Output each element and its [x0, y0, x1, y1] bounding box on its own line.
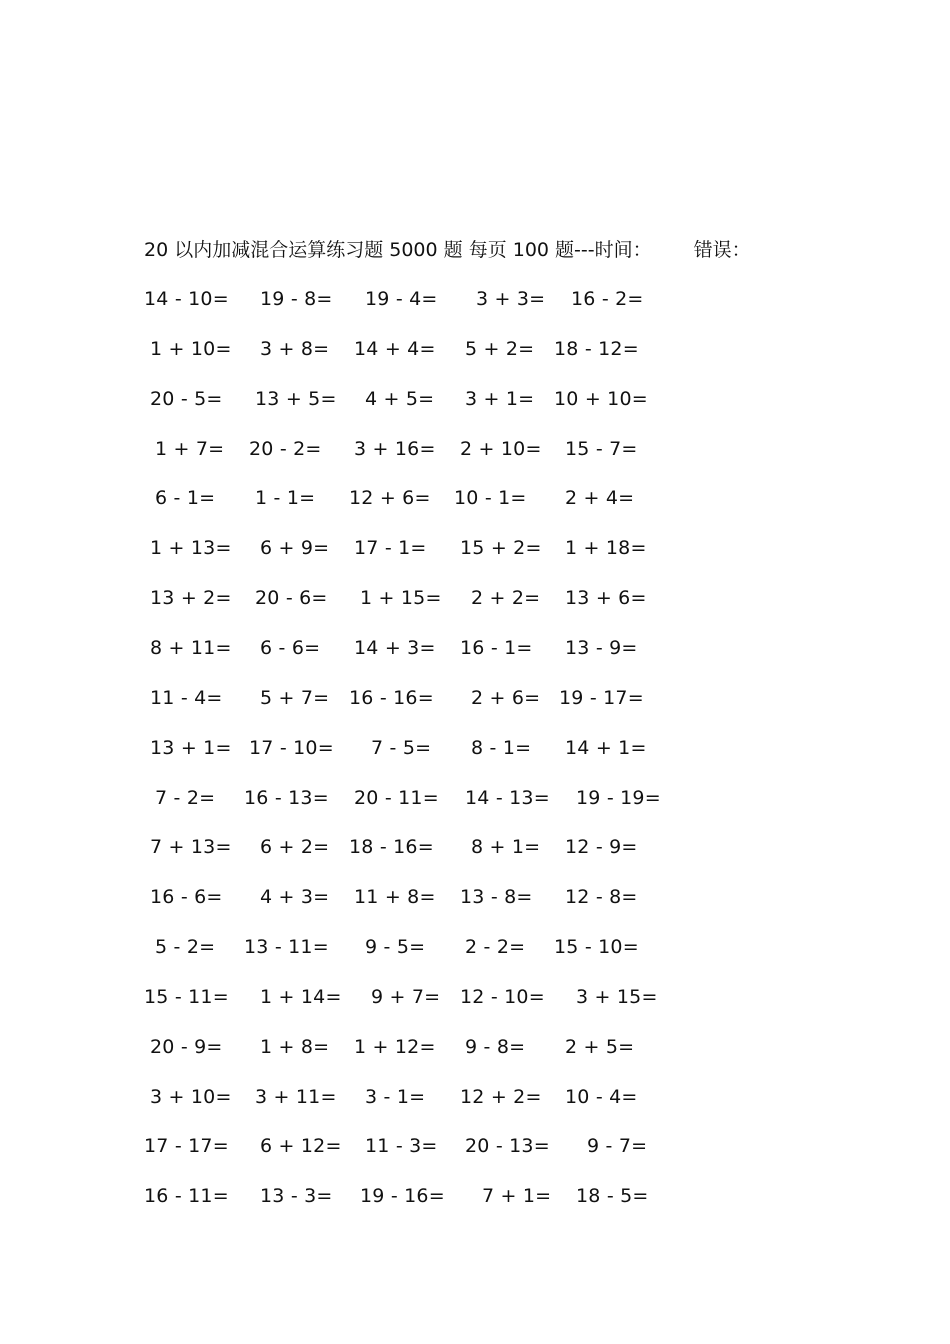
problem-r18-c4: 20 - 13= [465, 1135, 550, 1157]
problem-r14-c5: 15 - 10= [554, 936, 639, 958]
problem-r13-c3: 11 + 8= [354, 886, 436, 908]
problem-r15-c5: 3 + 15= [576, 986, 658, 1008]
problem-r9-c1: 11 - 4= [150, 687, 223, 709]
errors-label: 错误： [693, 239, 751, 261]
problem-r2-c4: 5 + 2= [465, 338, 535, 360]
problem-r17-c5: 10 - 4= [565, 1086, 638, 1108]
problem-r9-c2: 5 + 7= [260, 687, 330, 709]
problem-r11-c4: 14 - 13= [465, 787, 550, 809]
problem-r4-c3: 3 + 16= [354, 438, 436, 460]
problem-r15-c3: 9 + 7= [371, 986, 441, 1008]
problem-r5-c4: 10 - 1= [454, 487, 527, 509]
problem-r7-c5: 13 + 6= [565, 587, 647, 609]
problem-r1-c5: 16 - 2= [571, 288, 644, 310]
problem-r9-c5: 19 - 17= [559, 687, 644, 709]
problem-r10-c2: 17 - 10= [249, 737, 334, 759]
problem-r4-c5: 15 - 7= [565, 438, 638, 460]
problem-r4-c1: 1 + 7= [155, 438, 225, 460]
problem-r13-c1: 16 - 6= [150, 886, 223, 908]
problem-r6-c3: 17 - 1= [354, 537, 427, 559]
problem-r14-c1: 5 - 2= [155, 936, 216, 958]
problem-r3-c3: 4 + 5= [365, 388, 435, 410]
problem-r12-c1: 7 + 13= [150, 836, 232, 858]
problem-r15-c4: 12 - 10= [460, 986, 545, 1008]
problem-r3-c5: 10 + 10= [554, 388, 648, 410]
problem-r18-c5: 9 - 7= [587, 1135, 648, 1157]
problem-r11-c3: 20 - 11= [354, 787, 439, 809]
problem-r8-c3: 14 + 3= [354, 637, 436, 659]
problem-r12-c5: 12 - 9= [565, 836, 638, 858]
problem-r1-c3: 19 - 4= [365, 288, 438, 310]
problem-r11-c5: 19 - 19= [576, 787, 661, 809]
problem-r6-c1: 1 + 13= [150, 537, 232, 559]
problem-r7-c4: 2 + 2= [471, 587, 541, 609]
problem-r18-c2: 6 + 12= [260, 1135, 342, 1157]
problem-r13-c5: 12 - 8= [565, 886, 638, 908]
problem-r10-c4: 8 - 1= [471, 737, 532, 759]
problem-r18-c3: 11 - 3= [365, 1135, 438, 1157]
problem-r5-c1: 6 - 1= [155, 487, 216, 509]
problem-r16-c5: 2 + 5= [565, 1036, 635, 1058]
problem-r17-c3: 3 - 1= [365, 1086, 426, 1108]
problem-r7-c3: 1 + 15= [360, 587, 442, 609]
problem-r17-c1: 3 + 10= [150, 1086, 232, 1108]
problem-r11-c2: 16 - 13= [244, 787, 329, 809]
problem-r1-c2: 19 - 8= [260, 288, 333, 310]
problem-r5-c3: 12 + 6= [349, 487, 431, 509]
problem-r12-c2: 6 + 2= [260, 836, 330, 858]
problem-r16-c4: 9 - 8= [465, 1036, 526, 1058]
problem-r15-c2: 1 + 14= [260, 986, 342, 1008]
problem-r10-c5: 14 + 1= [565, 737, 647, 759]
problem-r2-c1: 1 + 10= [150, 338, 232, 360]
problem-r14-c2: 13 - 11= [244, 936, 329, 958]
problem-r10-c1: 13 + 1= [150, 737, 232, 759]
problem-r9-c3: 16 - 16= [349, 687, 434, 709]
problem-r4-c4: 2 + 10= [460, 438, 542, 460]
problem-r15-c1: 15 - 11= [144, 986, 229, 1008]
problem-r16-c2: 1 + 8= [260, 1036, 330, 1058]
problem-r9-c4: 2 + 6= [471, 687, 541, 709]
problem-r8-c1: 8 + 11= [150, 637, 232, 659]
problem-r3-c4: 3 + 1= [465, 388, 535, 410]
problem-r13-c2: 4 + 3= [260, 886, 330, 908]
worksheet-title: 20 以内加减混合运算练习题 5000 题 每页 100 题---时间： [144, 239, 652, 261]
problem-r2-c3: 14 + 4= [354, 338, 436, 360]
problem-r1-c1: 14 - 10= [144, 288, 229, 310]
problem-r4-c2: 20 - 2= [249, 438, 322, 460]
problem-r6-c2: 6 + 9= [260, 537, 330, 559]
problem-r3-c2: 13 + 5= [255, 388, 337, 410]
problem-r8-c2: 6 - 6= [260, 637, 321, 659]
problem-r10-c3: 7 - 5= [371, 737, 432, 759]
problem-r7-c2: 20 - 6= [255, 587, 328, 609]
problem-r11-c1: 7 - 2= [155, 787, 216, 809]
problem-r7-c1: 13 + 2= [150, 587, 232, 609]
problem-r16-c1: 20 - 9= [150, 1036, 223, 1058]
problem-r18-c1: 17 - 17= [144, 1135, 229, 1157]
problem-r13-c4: 13 - 8= [460, 886, 533, 908]
problem-r14-c3: 9 - 5= [365, 936, 426, 958]
problem-r19-c3: 19 - 16= [360, 1185, 445, 1207]
problem-r2-c5: 18 - 12= [554, 338, 639, 360]
problem-r2-c2: 3 + 8= [260, 338, 330, 360]
problem-r1-c4: 3 + 3= [476, 288, 546, 310]
problem-r12-c4: 8 + 1= [471, 836, 541, 858]
problem-r12-c3: 18 - 16= [349, 836, 434, 858]
problem-r19-c1: 16 - 11= [144, 1185, 229, 1207]
problem-r19-c2: 13 - 3= [260, 1185, 333, 1207]
problem-r14-c4: 2 - 2= [465, 936, 526, 958]
problem-r8-c4: 16 - 1= [460, 637, 533, 659]
problem-r6-c5: 1 + 18= [565, 537, 647, 559]
problem-r16-c3: 1 + 12= [354, 1036, 436, 1058]
problem-r3-c1: 20 - 5= [150, 388, 223, 410]
problem-r19-c4: 7 + 1= [482, 1185, 552, 1207]
problem-r5-c5: 2 + 4= [565, 487, 635, 509]
problem-r17-c4: 12 + 2= [460, 1086, 542, 1108]
problem-r19-c5: 18 - 5= [576, 1185, 649, 1207]
problem-r6-c4: 15 + 2= [460, 537, 542, 559]
problem-r8-c5: 13 - 9= [565, 637, 638, 659]
problem-r5-c2: 1 - 1= [255, 487, 316, 509]
problem-r17-c2: 3 + 11= [255, 1086, 337, 1108]
